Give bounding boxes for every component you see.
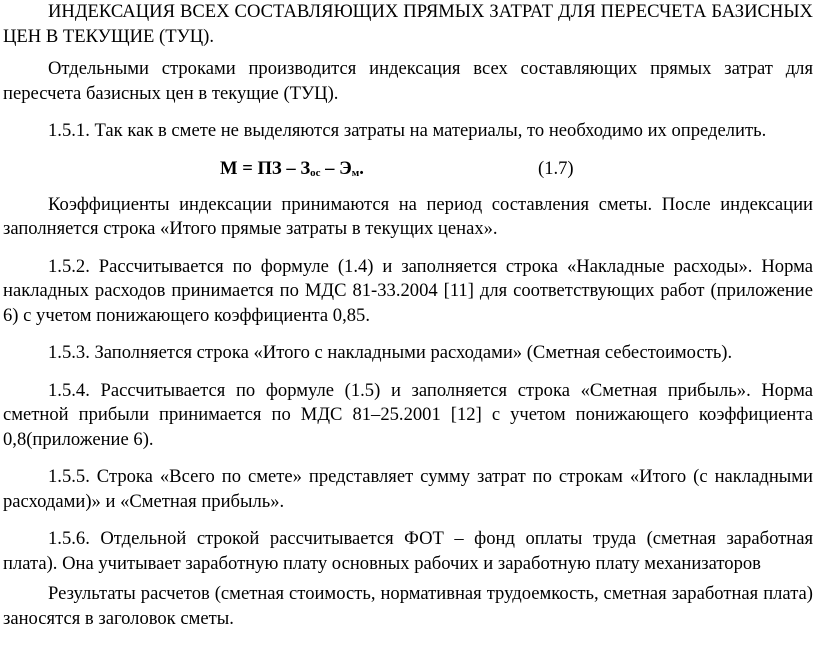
formula-number: (1.7) xyxy=(538,157,574,179)
paragraph-1-5-4: 1.5.4. Рассчитывается по формуле (1.5) и заполняется строка «Сметная прибыль». Норма сметной прибыли принимается по МДС 81–25.2001 [12] с учетом понижающего коэффициента 0,8(приложение 6). xyxy=(3,379,813,450)
formula-mid: – Э xyxy=(320,157,352,179)
formula-subscript-os: ос xyxy=(310,166,321,179)
formula-lhs: М = ПЗ – З xyxy=(220,157,311,179)
paragraph-1-5-5: 1.5.5. Строка «Всего по смете» представляет сумму затрат по строкам «Итого (с накладными расходами)» и «Сметная прибыль». xyxy=(3,466,813,512)
paragraph-1-5-2: 1.5.2. Рассчитывается по формуле (1.4) и заполняется строка «Накладные расходы». Норма накладных расходов принимается по МДС 81-33.2004 [11] для соответствующих работ (приложение 6) с учетом понижающего коэффициента 0,85. xyxy=(3,255,813,326)
paragraph-1-5-1: 1.5.1. Так как в смете не выделяются затраты на материалы, то необходимо их определить. xyxy=(48,120,767,141)
paragraph-intro: Отдельными строками производится индексация всех составляющих прямых затрат для пересчета базисных цен в текущие (ТУЦ). xyxy=(3,58,813,104)
formula-1-7 xyxy=(3,157,813,183)
document-page xyxy=(3,0,813,631)
paragraph-1-5-6: 1.5.6. Отдельной строкой рассчитывается ФОТ – фонд оплаты труда (сметная заработная плата). Она учитывает заработную плату основных рабочих и заработную плату механизаторов xyxy=(3,528,813,574)
paragraph-1-5-3: 1.5.3. Заполняется строка «Итого с накладными расходами» (Сметная себестоимость). xyxy=(48,342,733,363)
paragraph-results: Результаты расчетов (сметная стоимость, нормативная трудоемкость, сметная заработная плата) заносятся в заголовок сметы. xyxy=(3,583,813,629)
section-title: ИНДЕКСАЦИЯ ВСЕХ СОСТАВЛЯЮЩИХ ПРЯМЫХ ЗАТРАТ ДЛЯ ПЕРЕСЧЕТА БАЗИСНЫХ ЦЕН В ТЕКУЩИЕ (ТУЦ). xyxy=(3,1,813,47)
formula-end: . xyxy=(359,157,364,179)
formula-subscript-m: м xyxy=(351,166,360,179)
paragraph-coefficients: Коэффициенты индексации принимаются на период составления сметы. После индексации заполняется строка «Итого прямые затраты в текущих ценах». xyxy=(3,193,813,239)
formula-expression xyxy=(220,157,364,186)
